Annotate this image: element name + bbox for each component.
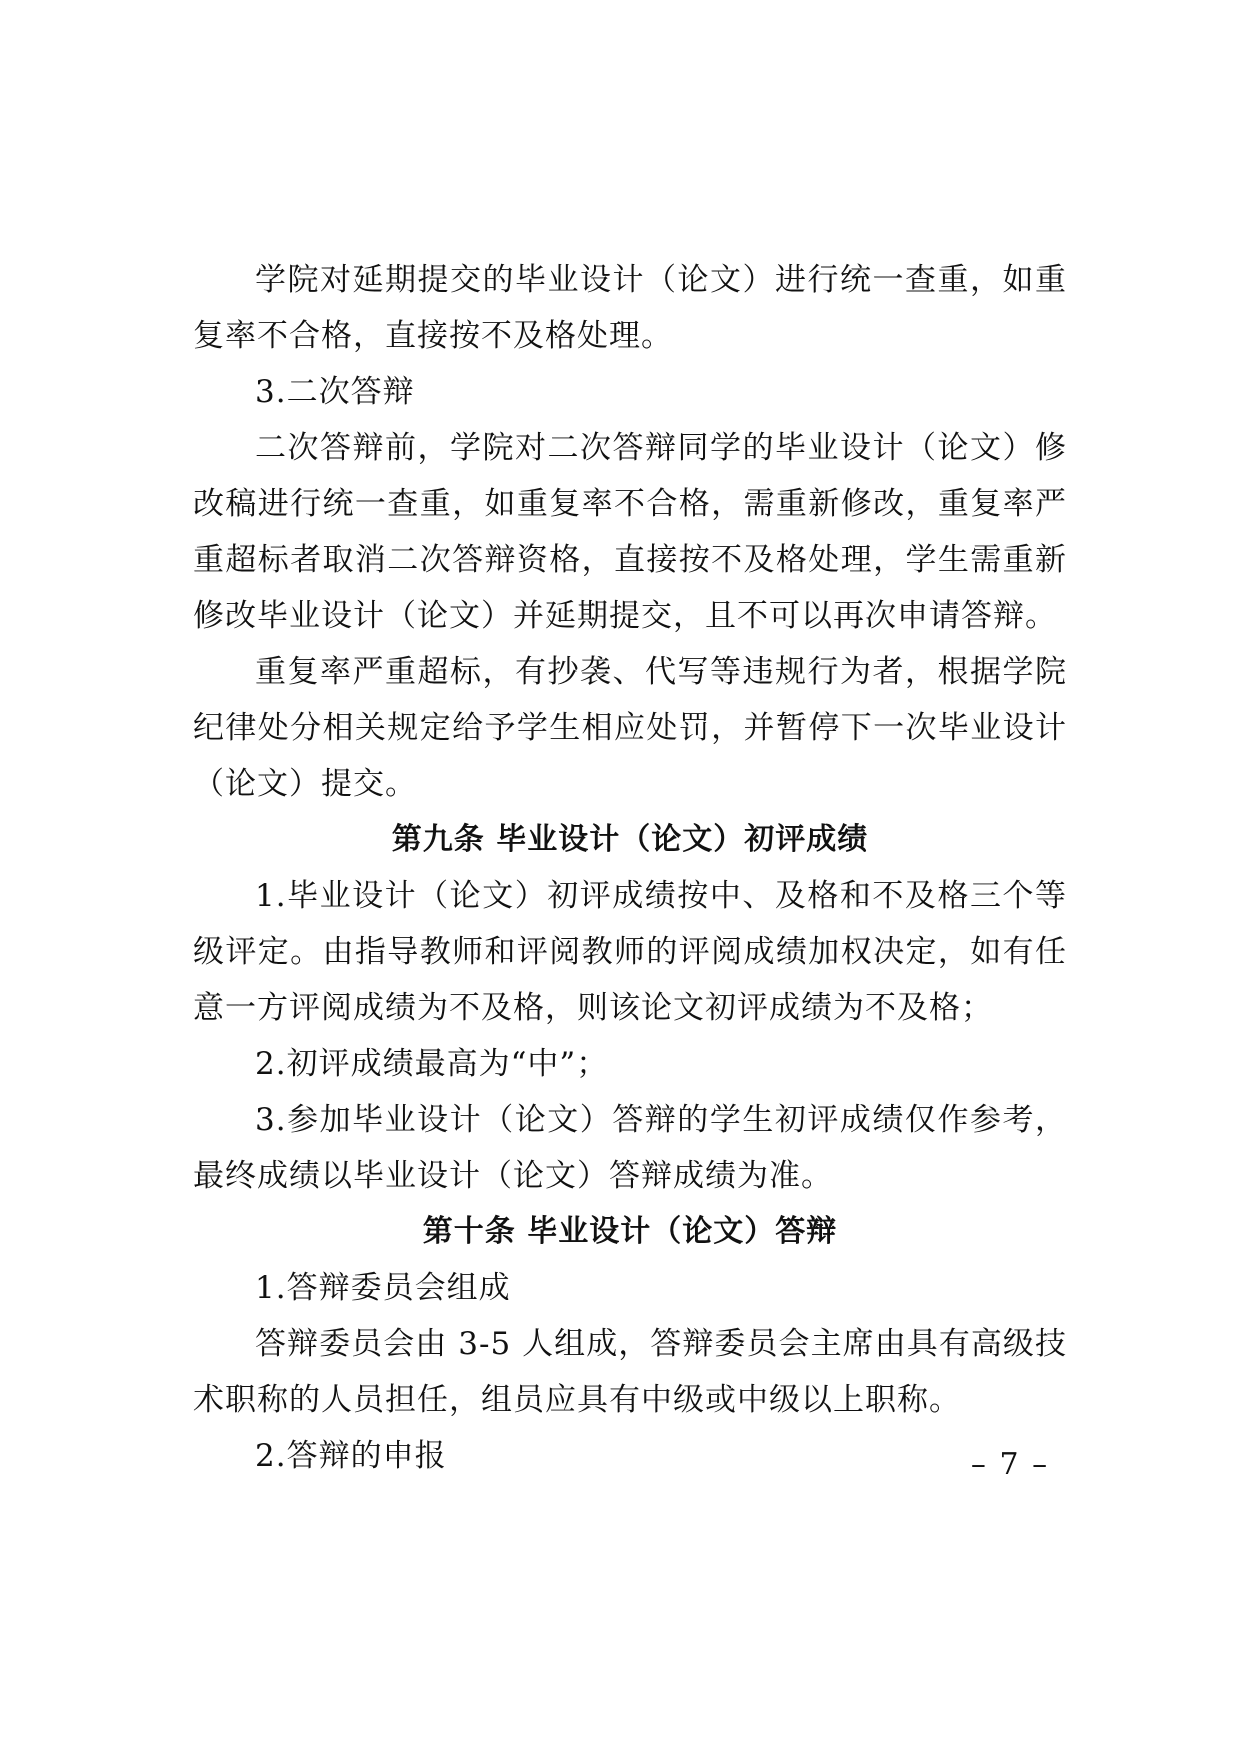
paragraph-late-submission-check: 学院对延期提交的毕业设计（论文）进行统一查重，如重复率不合格，直接按不及格处理。 [193,262,1067,354]
paragraph-second-defense-rules: 二次答辩前，学院对二次答辩同学的毕业设计（论文）修改稿进行统一查重，如重复率不合格，需重新修改，重复率严重超标者取消二次答辩资格，直接按不及格处理，学生需重新修改毕业设计（论文）并延期提交，且不可以再次申请答辩。 [193,430,1067,634]
paragraph-article-9-item-1: 1.毕业设计（论文）初评成绩按中、及格和不及格三个等级评定。由指导教师和评阅教师的评阅成绩加权决定，如有任意一方评阅成绩为不及格，则该论文初评成绩为不及格； [193,878,1067,1026]
paragraph-plagiarism-penalty: 重复率严重超标，有抄袭、代写等违规行为者，根据学院纪律处分相关规定给予学生相应处罚，并暂停下一次毕业设计（论文）提交。 [193,654,1067,802]
item-defense-committee: 1.答辩委员会组成 [255,1270,511,1306]
item-second-defense: 3.二次答辩 [255,374,415,410]
paragraph-article-9-item-2: 2.初评成绩最高为“中”； [255,1046,609,1082]
paragraph-committee-composition: 答辩委员会由 3-5 人组成，答辩委员会主席由具有高级技术职称的人员担任，组员应具有中级或中级以上职称。 [193,1326,1067,1418]
document-body [193,252,1067,1484]
item-defense-application: 2.答辩的申报 [255,1438,447,1474]
heading-article-10: 第十条 毕业设计（论文）答辩 [422,1214,838,1249]
paragraph-article-9-item-3: 3.参加毕业设计（论文）答辩的学生初评成绩仅作参考，最终成绩以毕业设计（论文）答辩成绩为准。 [193,1102,1067,1194]
heading-article-9: 第九条 毕业设计（论文）初评成绩 [391,822,869,857]
page-number: – 7 – [970,1447,1050,1482]
